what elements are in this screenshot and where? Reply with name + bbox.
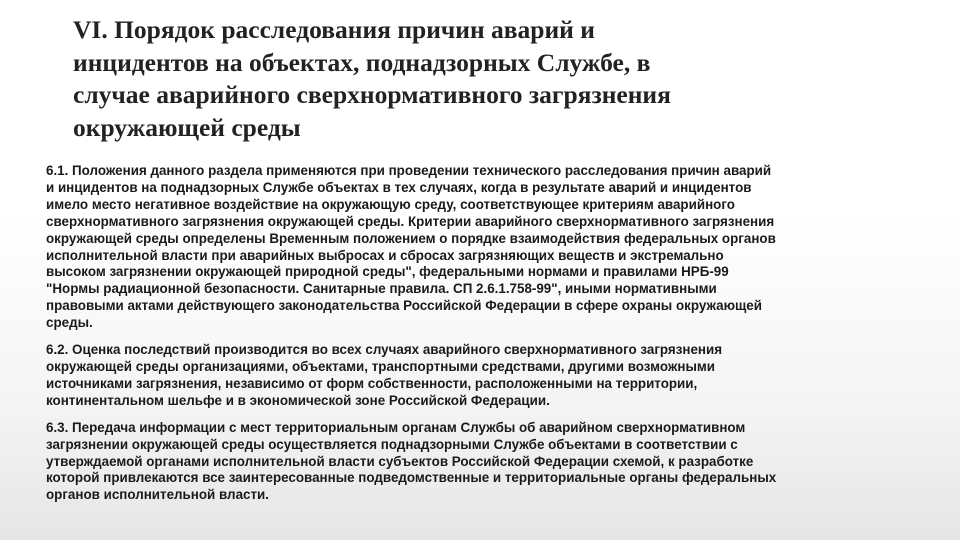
paragraph-6-3: 6.3. Передача информации с мест территориальным органам Службы об аварийном сверхнормативном загрязнении окружающей среды осуществляется поднадзорными Службе объектами в соответствии с утверждаемой органами исполнительной власти субъектов Российской Федерации схемой, к разработке которой привлекаются все заинтересованные подведомственные и территориальные органы федеральных органов исполнительной власти. bbox=[46, 419, 777, 503]
slide-title: VI. Порядок расследования причин аварий и инцидентов на объектах, поднадзорных Службе, в случае аварийного сверхнормативного загрязнения окружающей среды bbox=[73, 15, 671, 142]
slide-body bbox=[46, 163, 931, 504]
paragraph-6-2: 6.2. Оценка последствий производится во всех случаях аварийного сверхнормативного загрязнения окружающей среды организациями, объектами, транспортными средствами, другими возможными источниками загрязнения, независимо от форм собственности, расположенными на территории, континентальном шельфе и в экономической зоне Российской Федерации. bbox=[46, 342, 723, 408]
paragraph-6-1: 6.1. Положения данного раздела применяются при проведении технического расследования причин аварий и инцидентов на поднадзорных Службе объектах в тех случаях, когда в результате аварий и инцидентов имело место негативное воздействие на окружающую среду, соответствующее критериям аварийного сверхнормативного загрязнения окружающей среды. Критерии аварийного сверхнормативного загрязнения окружающей среды определены Временным положением о порядке взаимодействия федеральных органов исполнительной власти при аварийных выбросах и сбросах загрязняющих веществ и экстремально высоком загрязнении окружающей природной среды", федеральными нормами и правилами НРБ-99 "Нормы радиационной безопасности. Санитарные правила. СП 2.6.1.758-99", иными нормативными правовыми актами действующего законодательства Российской Федерации в сфере охраны окружающей среды. bbox=[46, 163, 776, 331]
